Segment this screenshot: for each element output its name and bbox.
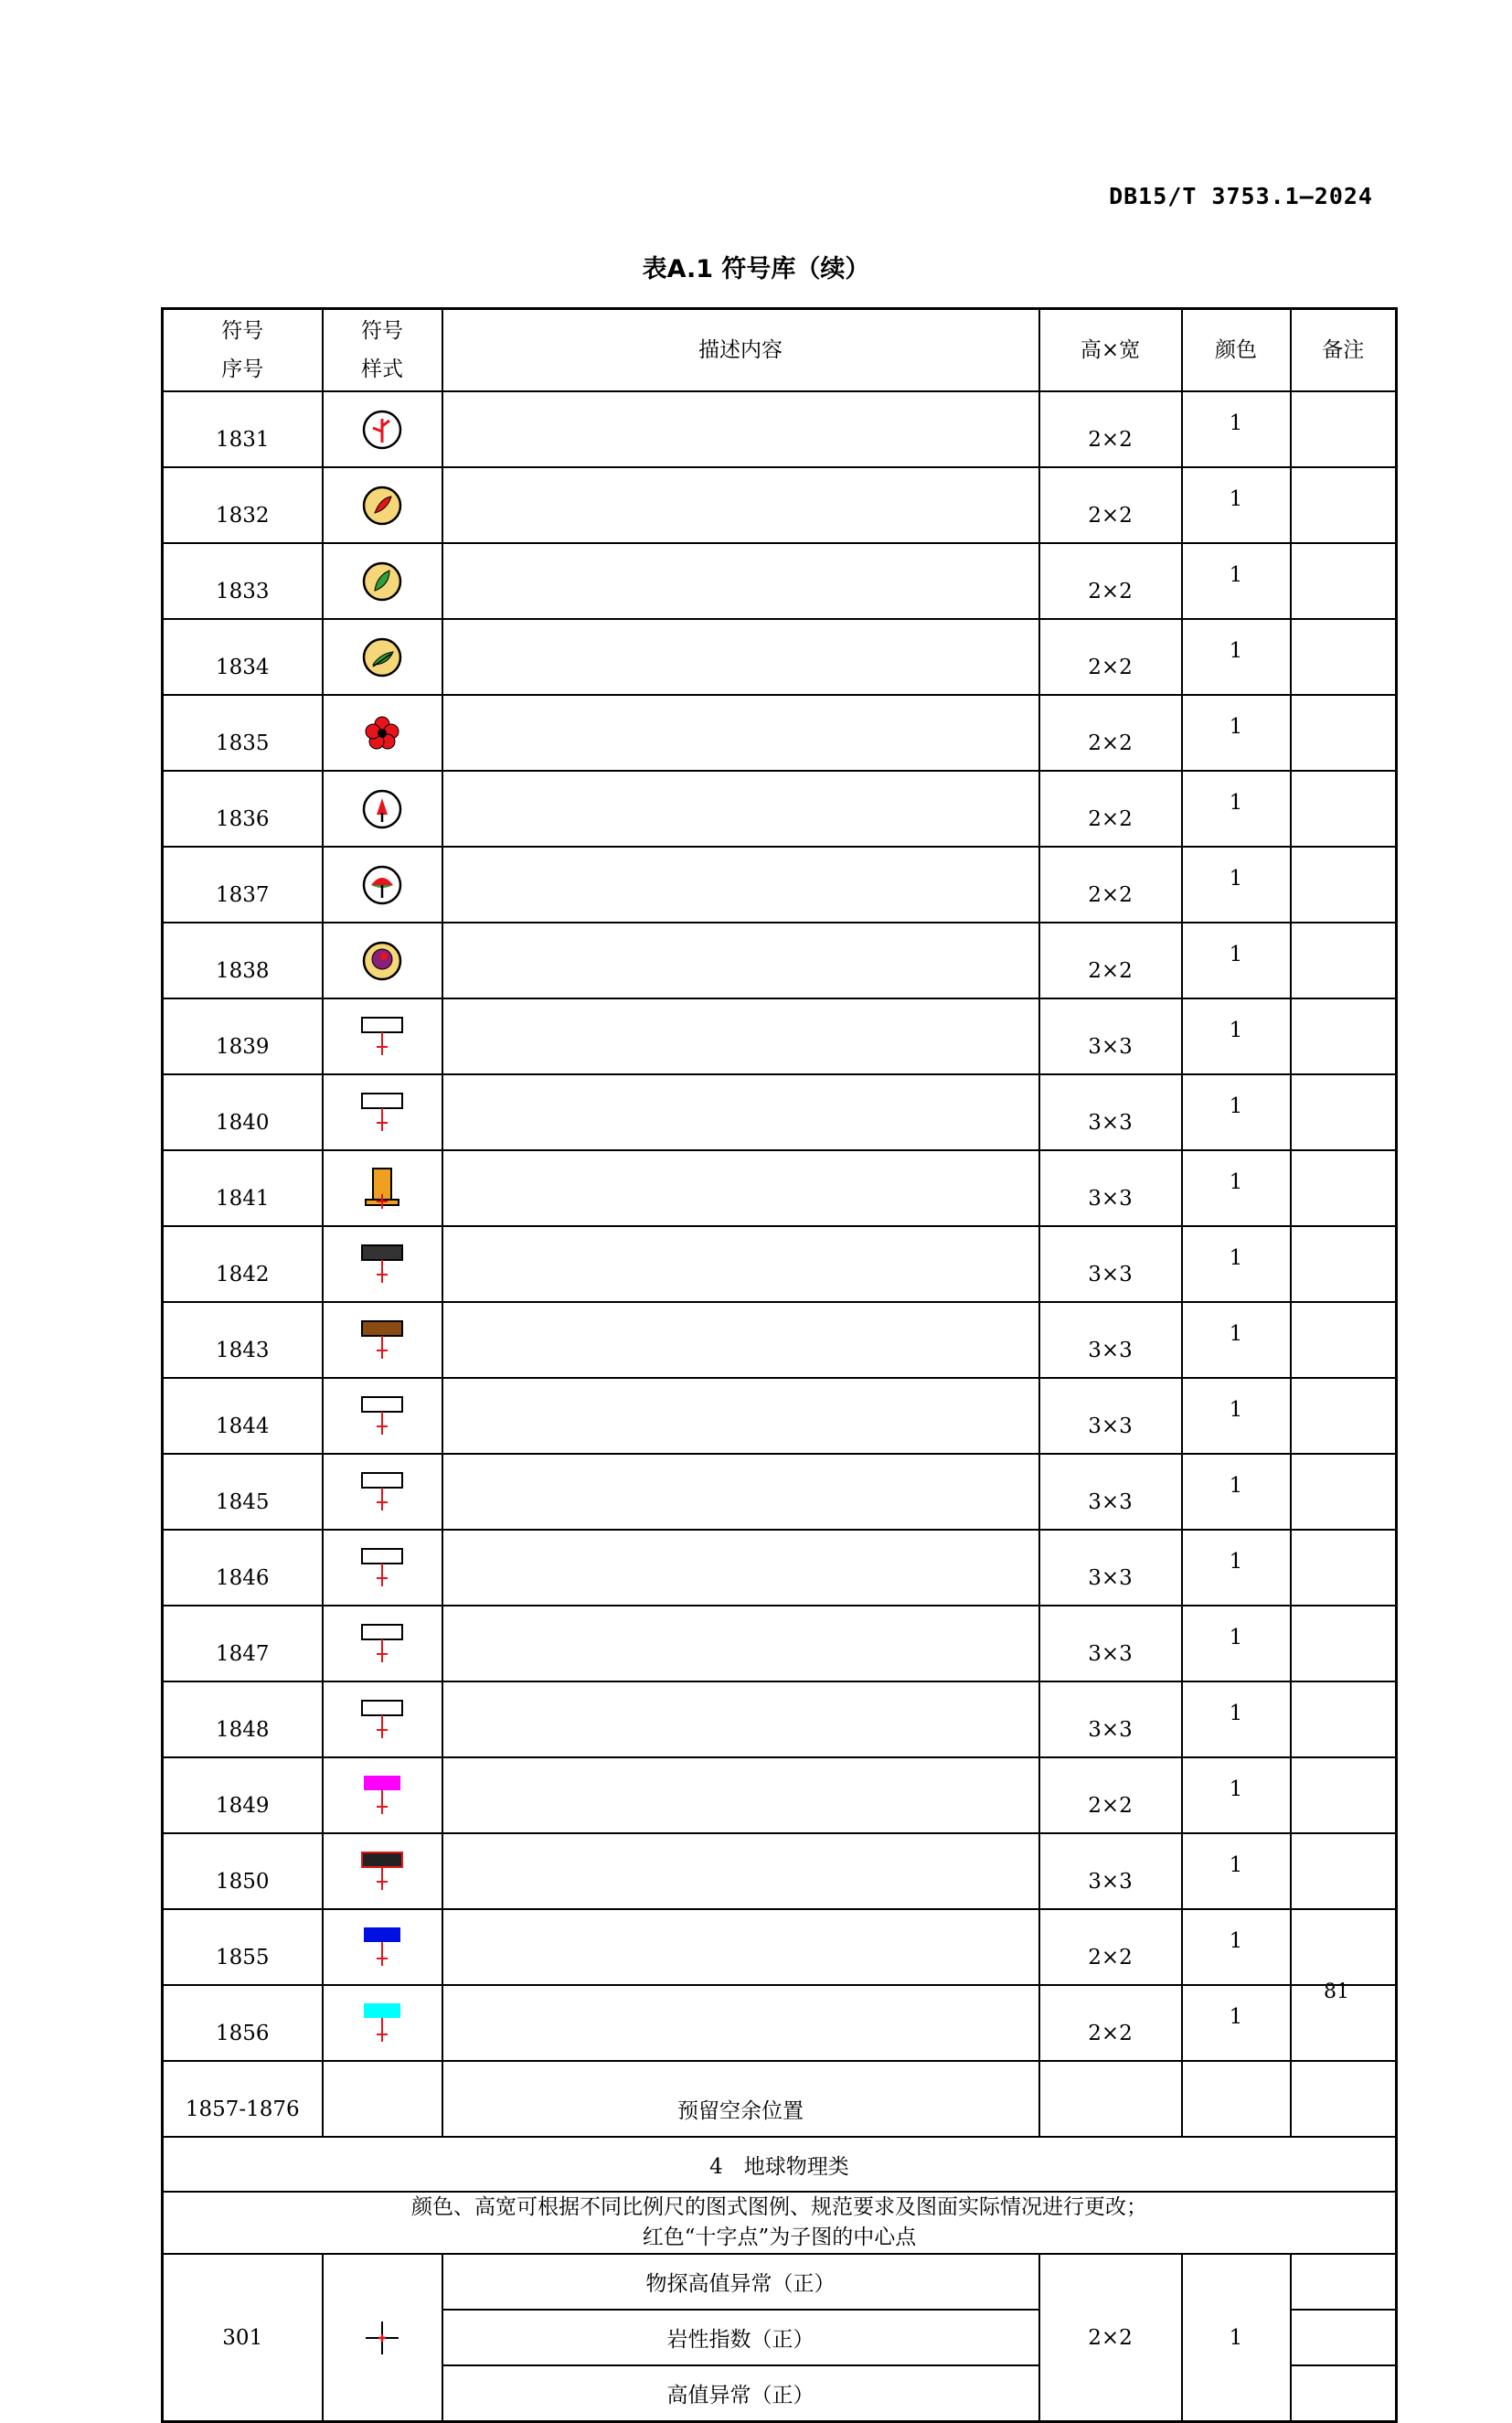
board-symbol-icon [353,1926,411,1969]
remarks-cell [1291,998,1397,1074]
header-description: 描述内容 [442,309,1039,392]
section-note-line: 红色“十字点”为子图的中心点 [642,2226,917,2249]
color-cell: 1 [1182,1833,1291,1909]
remarks-cell [1291,1150,1397,1226]
size-cell: 3×3 [1039,998,1182,1074]
size-cell: 2×2 [1039,391,1182,467]
description-cell: 物探高值异常（正） [442,2254,1039,2310]
size-cell: 2×2 [1039,923,1182,998]
size-cell: 3×3 [1039,1681,1182,1757]
sign-board-icon [353,1622,411,1666]
symbol-table [161,307,1398,2423]
table-row [163,1909,1397,1985]
color-cell: 1 [1182,1150,1291,1226]
size-cell: 2×2 [1039,771,1182,847]
header-size: 高×宽 [1039,309,1182,392]
description-cell [442,1606,1039,1681]
symbol-style-cell [323,695,442,771]
sign-board-icon [353,1091,411,1135]
symbol-style-cell [323,998,442,1074]
section-row [163,2137,1397,2192]
description-cell [442,619,1039,695]
table-row [163,998,1397,1074]
size-cell: 3×3 [1039,1833,1182,1909]
header-text: 样式 [361,358,403,381]
table-row [163,847,1397,923]
description-cell [442,1226,1039,1302]
header-text: 符号 [221,319,264,343]
remarks-cell [1291,1378,1397,1454]
header-text: 序号 [221,358,264,381]
description-cell [442,1530,1039,1606]
section-note [163,2192,1397,2254]
description-cell [442,1302,1039,1378]
description-cell [442,1985,1039,2061]
symbol-style-cell [323,1074,442,1150]
group-row [163,2254,1397,2310]
table-row [163,923,1397,998]
symbol-style-cell [323,1757,442,1833]
sign-board-icon [353,1015,411,1059]
remarks-cell [1291,1681,1397,1757]
symbol-number-cell: 1848 [163,1681,323,1757]
remarks-cell [1291,771,1397,847]
symbol-number-cell: 1847 [163,1606,323,1681]
sign-board-icon [353,1470,411,1514]
description-cell [442,998,1039,1074]
color-cell: 1 [1182,1454,1291,1530]
sign-board-icon [353,1850,411,1894]
color-cell: 1 [1182,998,1291,1074]
symbol-style-cell [323,771,442,847]
size-cell: 2×2 [1039,1757,1182,1833]
table-row [163,1302,1397,1378]
map-symbol-icon [353,408,411,452]
color-cell: 1 [1182,1606,1291,1681]
map-symbol-icon [353,711,411,755]
description-cell [442,1074,1039,1150]
remarks-cell [1291,391,1397,467]
table-row [163,1833,1397,1909]
symbol-number-cell: 1834 [163,619,323,695]
map-symbol-icon [353,939,411,983]
color-cell: 1 [1182,2254,1291,2422]
table-row [163,1226,1397,1302]
sign-board-icon [353,1243,411,1286]
symbol-style-cell [323,847,442,923]
table-row [163,1074,1397,1150]
page-number: 81 [1324,1980,1349,2003]
map-symbol-icon [353,560,411,603]
size-cell: 3×3 [1039,1226,1182,1302]
description-cell: 岩性指数（正） [442,2310,1039,2365]
symbol-style-cell [323,1226,442,1302]
size-cell: 3×3 [1039,1302,1182,1378]
color-cell: 1 [1182,1302,1291,1378]
description-cell [442,391,1039,467]
description-cell [442,1909,1039,1985]
symbol-number-cell: 1849 [163,1757,323,1833]
board-symbol-icon [353,1774,411,1818]
reserve-range-cell: 1857-1876 [163,2061,323,2137]
size-cell: 2×2 [1039,2254,1182,2422]
table-row [163,1606,1397,1681]
map-symbol-icon [353,635,411,679]
symbol-style-cell [323,1681,442,1757]
description-cell [442,923,1039,998]
remarks-cell [1291,1909,1397,1985]
remarks-cell [1291,467,1397,543]
section-note-row [163,2192,1397,2254]
description-cell [442,847,1039,923]
size-cell: 3×3 [1039,1074,1182,1150]
board-symbol-icon [353,2001,411,2045]
header-text: 符号 [361,319,403,343]
remarks-cell [1291,1226,1397,1302]
map-symbol-icon [353,787,411,831]
symbol-style-cell [323,1909,442,1985]
table-row [163,1530,1397,1606]
size-cell: 2×2 [1039,1909,1182,1985]
remarks-cell [1291,1530,1397,1606]
remarks-cell [1291,2254,1397,2310]
sign-board-icon [353,1394,411,1438]
symbol-style-cell [323,923,442,998]
symbol-number-cell: 1843 [163,1302,323,1378]
color-cell: 1 [1182,1681,1291,1757]
remarks-cell [1291,1757,1397,1833]
remarks-cell [1291,2061,1397,2137]
color-cell: 1 [1182,619,1291,695]
symbol-style-cell [323,1302,442,1378]
symbol-style-cell [323,391,442,467]
table-row [163,543,1397,619]
color-cell: 1 [1182,391,1291,467]
remarks-cell [1291,923,1397,998]
remarks-cell [1291,847,1397,923]
color-cell: 1 [1182,1226,1291,1302]
table-title: 表A.1 符号库（续） [642,255,870,283]
sign-board-icon [353,1318,411,1362]
size-cell: 2×2 [1039,847,1182,923]
table-row [163,1681,1397,1757]
remarks-cell [1291,2310,1397,2365]
size-cell: 3×3 [1039,1454,1182,1530]
sign-board-icon [353,1546,411,1590]
table-row [163,391,1397,467]
size-cell: 2×2 [1039,1985,1182,2061]
remarks-cell [1291,695,1397,771]
section-title: 4 地球物理类 [163,2137,1397,2192]
remarks-cell [1291,1302,1397,1378]
symbol-number-cell: 1842 [163,1226,323,1302]
header-symbol-number [163,309,323,392]
description-cell [442,1833,1039,1909]
symbol-number-cell: 1856 [163,1985,323,2061]
header-symbol-style [323,309,442,392]
header-remarks: 备注 [1291,309,1397,392]
description-cell [442,1150,1039,1226]
color-cell: 1 [1182,1757,1291,1833]
map-symbol-icon [353,863,411,907]
symbol-style-cell [323,2254,442,2422]
color-cell: 1 [1182,543,1291,619]
symbol-number-cell: 1832 [163,467,323,543]
color-cell: 1 [1182,1074,1291,1150]
size-cell: 2×2 [1039,619,1182,695]
remarks-cell [1291,1833,1397,1909]
remarks-cell [1291,543,1397,619]
section-note-line: 颜色、高宽可根据不同比例尺的图式图例、规范要求及图面实际情况进行更改； [411,2195,1147,2219]
reserve-row [163,2061,1397,2137]
size-cell: 2×2 [1039,543,1182,619]
symbol-number-cell: 1845 [163,1454,323,1530]
color-cell: 1 [1182,695,1291,771]
color-cell: 1 [1182,923,1291,998]
symbol-style-cell [323,1833,442,1909]
size-cell: 3×3 [1039,1530,1182,1606]
symbol-number-cell: 301 [163,2254,323,2422]
table-header-row [163,309,1397,392]
sign-board-icon [353,1698,411,1742]
table-row [163,1150,1397,1226]
size-cell: 3×3 [1039,1378,1182,1454]
description-cell [442,1681,1039,1757]
color-cell: 1 [1182,1530,1291,1606]
color-cell [1182,2061,1291,2137]
symbol-number-cell: 1846 [163,1530,323,1606]
remarks-cell [1291,1454,1397,1530]
color-cell: 1 [1182,467,1291,543]
table-row [163,1985,1397,2061]
color-cell: 1 [1182,1985,1291,2061]
size-cell: 3×3 [1039,1150,1182,1226]
remarks-cell [1291,619,1397,695]
description-cell [442,695,1039,771]
description-cell [442,1454,1039,1530]
remarks-cell [1291,1606,1397,1681]
symbol-style-cell [323,1606,442,1681]
symbol-style-cell [323,543,442,619]
symbol-number-cell: 1841 [163,1150,323,1226]
table-row [163,467,1397,543]
symbol-style-cell [323,1454,442,1530]
symbol-number-cell: 1844 [163,1378,323,1454]
size-cell: 2×2 [1039,695,1182,771]
header-color: 颜色 [1182,309,1291,392]
document-code: DB15/T 3753.1—2024 [1109,183,1373,209]
description-cell [442,771,1039,847]
symbol-number-cell: 1840 [163,1074,323,1150]
table-row [163,619,1397,695]
symbol-number-cell: 1839 [163,998,323,1074]
table-row [163,1757,1397,1833]
symbol-style-cell [323,2061,442,2137]
description-cell [442,1757,1039,1833]
size-cell: 2×2 [1039,467,1182,543]
map-symbol-icon [353,484,411,528]
description-cell [442,1378,1039,1454]
cross-icon [360,2316,404,2360]
symbol-style-cell [323,1985,442,2061]
table-row [163,1378,1397,1454]
symbol-number-cell: 1850 [163,1833,323,1909]
main-sign-icon [353,1167,411,1211]
color-cell: 1 [1182,1909,1291,1985]
symbol-style-cell [323,467,442,543]
description-cell: 高值异常（正） [442,2365,1039,2422]
symbol-number-cell: 1855 [163,1909,323,1985]
reserve-description-cell: 预留空余位置 [442,2061,1039,2137]
size-cell [1039,2061,1182,2137]
symbol-number-cell: 1836 [163,771,323,847]
symbol-number-cell: 1835 [163,695,323,771]
table-row [163,771,1397,847]
description-cell [442,467,1039,543]
symbol-style-cell [323,1378,442,1454]
color-cell: 1 [1182,847,1291,923]
table-row [163,695,1397,771]
color-cell: 1 [1182,1378,1291,1454]
remarks-cell [1291,2365,1397,2422]
color-cell: 1 [1182,771,1291,847]
symbol-style-cell [323,619,442,695]
remarks-cell [1291,1074,1397,1150]
symbol-number-cell: 1833 [163,543,323,619]
symbol-style-cell [323,1530,442,1606]
symbol-number-cell: 1838 [163,923,323,998]
symbol-style-cell [323,1150,442,1226]
symbol-number-cell: 1831 [163,391,323,467]
symbol-number-cell: 1837 [163,847,323,923]
table-row [163,1454,1397,1530]
description-cell [442,543,1039,619]
size-cell: 3×3 [1039,1606,1182,1681]
